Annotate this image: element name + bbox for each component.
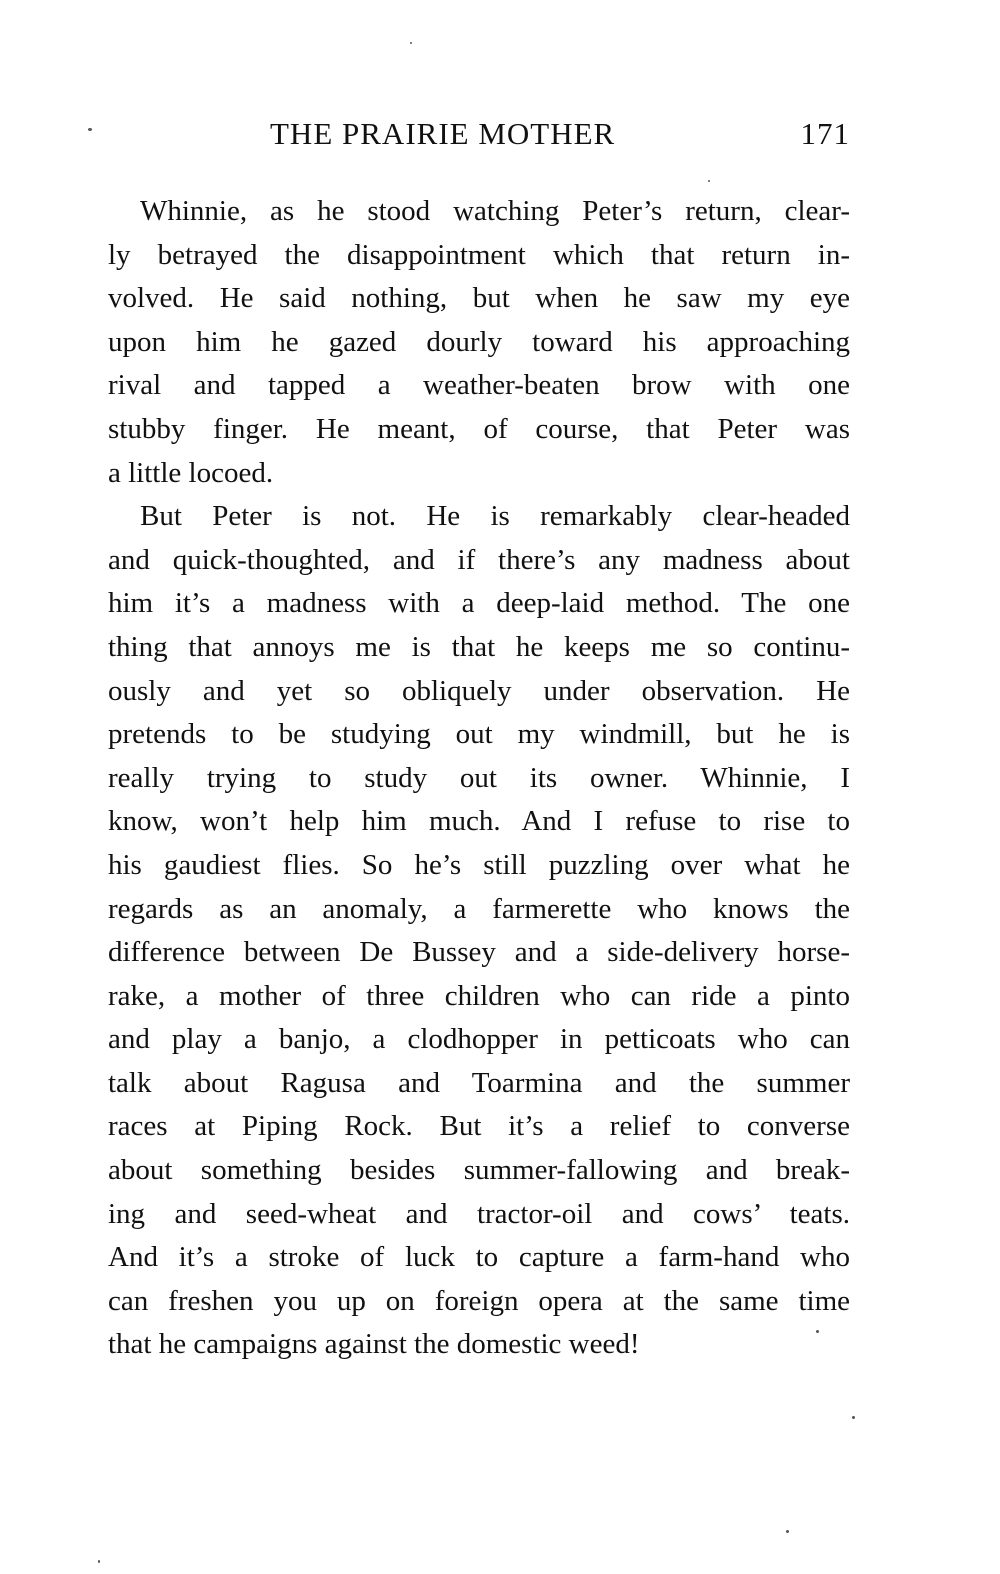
scan-speck (98, 1560, 100, 1563)
text-line: him it’s a madness with a deep-laid method. The one (108, 587, 850, 620)
scan-speck (410, 42, 412, 44)
text-line: rake, a mother of three children who can ride a pinto (108, 979, 850, 1012)
scan-speck (88, 128, 92, 131)
text-line: really trying to study out its owner. Whinnie, I (108, 761, 850, 794)
text-line: regards as an anomaly, a farmerette who knows the (108, 892, 850, 925)
scan-speck (708, 180, 710, 182)
text-line: And it’s a stroke of luck to capture a farm-hand who (108, 1241, 850, 1274)
scan-speck (852, 1416, 855, 1419)
text-line: volved. He said nothing, but when he saw my eye (108, 282, 850, 315)
text-line: But Peter is not. He is remarkably clear-headed (140, 500, 850, 533)
paragraph-1 (108, 190, 850, 495)
text-line: rival and tapped a weather-beaten brow with one (108, 369, 850, 402)
scan-speck (816, 1330, 819, 1333)
text-line: Whinnie, as he stood watching Peter’s return, clear- (140, 195, 850, 227)
page-number: 171 (800, 116, 850, 151)
scan-speck (786, 1530, 789, 1533)
running-head (108, 112, 850, 156)
text-line: ously and yet so obliquely under observation. He (108, 674, 850, 707)
text-line: ing and seed-wheat and tractor-oil and cows’ teats. (108, 1197, 850, 1230)
text-line: and play a banjo, a clodhopper in petticoats who can (108, 1023, 850, 1056)
text-line: ly betrayed the disappointment which that return in- (108, 238, 850, 271)
text-line: races at Piping Rock. But it’s a relief to converse (108, 1110, 850, 1143)
running-title: THE PRAIRIE MOTHER (270, 116, 616, 151)
text-line: know, won’t help him much. And I refuse to rise to (108, 805, 850, 838)
text-line: that he campaigns against the domestic weed! (108, 1328, 640, 1361)
text-line: can freshen you up on foreign opera at the same time (108, 1284, 850, 1317)
text-line: a little locoed. (108, 456, 274, 489)
body-text (108, 190, 850, 1367)
text-line: talk about Ragusa and Toarmina and the summer (108, 1066, 850, 1099)
text-line: and quick-thoughted, and if there’s any madness about (108, 543, 850, 576)
text-line: pretends to be studying out my windmill, but he is (108, 718, 850, 751)
text-line: difference between De Bussey and a side-delivery horse- (108, 936, 850, 969)
text-line: his gaudiest flies. So he’s still puzzling over what he (108, 848, 850, 881)
paragraph-2 (108, 495, 850, 1367)
text-line: about something besides summer-fallowing and break- (108, 1154, 850, 1187)
text-line: thing that annoys me is that he keeps me so continu- (108, 630, 850, 663)
text-line: stubby finger. He meant, of course, that Peter was (108, 412, 850, 445)
text-line: upon him he gazed dourly toward his approaching (108, 325, 850, 358)
